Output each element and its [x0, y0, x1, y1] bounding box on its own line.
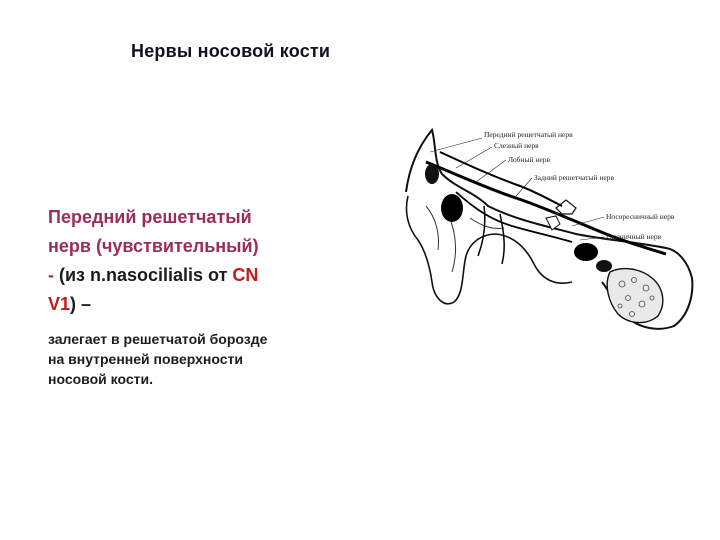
- label-anterior-ethmoidal: Передний решетчатый нерв: [484, 130, 573, 139]
- label-nasociliary: Носоресничный нерв: [606, 212, 675, 221]
- heading-line-1: Передний решетчатый: [48, 207, 252, 227]
- ethmoid-bone: [607, 269, 663, 323]
- description-block: [48, 203, 348, 389]
- nerve-diagram: [396, 122, 696, 332]
- heading-source-close: ) –: [70, 294, 92, 314]
- label-frontal: Лобный нерв: [508, 155, 551, 164]
- heading-dash: -: [48, 265, 54, 285]
- body-line-3: носовой кости.: [48, 371, 153, 387]
- nerve-description: [48, 329, 348, 389]
- heading-line-2: нерв (чувствительный): [48, 236, 259, 256]
- anatomy-illustration: [396, 122, 696, 332]
- sphenoid-piece: [546, 216, 560, 230]
- heading-v1: V1: [48, 294, 71, 314]
- ganglion-mass-2: [425, 164, 439, 184]
- ganglion-mass-3: [574, 243, 598, 261]
- heading-source-open: (из n.nasocilialis от: [54, 265, 233, 285]
- leader-lines: [430, 138, 604, 240]
- ganglion-mass-4: [596, 260, 612, 272]
- label-posterior-ethmoidal: Задний решетчатый нерв: [534, 173, 615, 182]
- nerve-heading: [48, 203, 348, 319]
- body-line-2: на внутренней поверхности: [48, 351, 243, 367]
- label-ophthalmic: Глазничный нерв: [606, 232, 662, 241]
- label-lacrimal: Слезный нерв: [494, 141, 539, 150]
- body-line-1: залегает в решетчатой борозде: [48, 331, 268, 347]
- slide-title: Нервы носовой кости: [131, 41, 331, 61]
- heading-cn: CN: [232, 265, 259, 285]
- crista-galli: [556, 200, 576, 214]
- ganglion-mass-1: [441, 194, 463, 222]
- lower-bone-outline: [406, 196, 572, 304]
